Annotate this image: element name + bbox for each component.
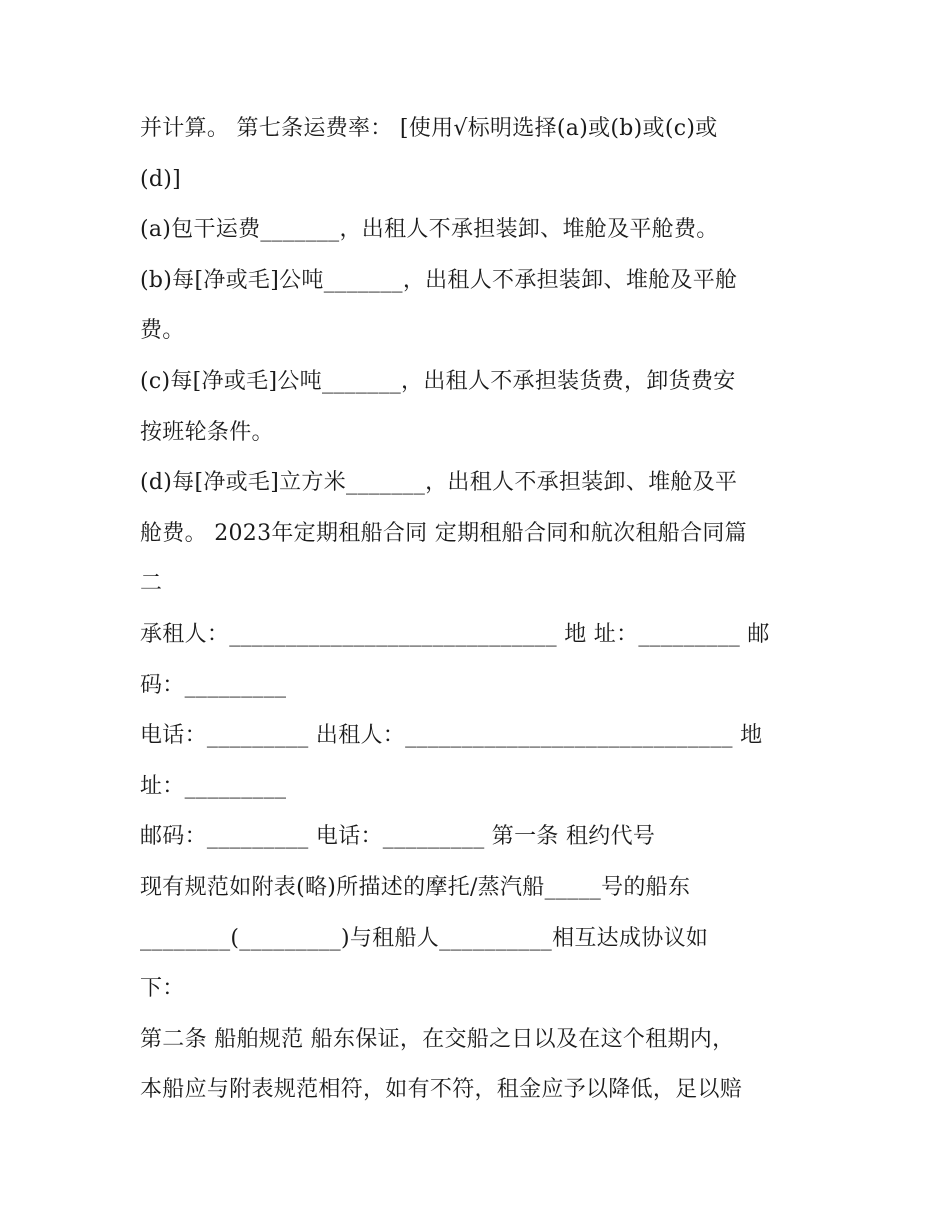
- text-line: (a)包干运费_______，出租人不承担装卸、堆舱及平舱费。: [140, 217, 719, 243]
- text-line: 电话：_________ 出租人：_____________________________ 地: [140, 723, 763, 749]
- text-line: 址：_________: [140, 773, 287, 799]
- contract-text: [140, 104, 830, 1116]
- text-line: ________(_________)与租船人__________相互达成协议如: [140, 925, 709, 951]
- text-line: 舱费。 2023年定期租船合同 定期租船合同和航次租船合同篇: [140, 520, 747, 546]
- text-line: 承租人：_____________________________ 地 址：_________ 邮: [140, 621, 770, 647]
- text-line: (c)每[净或毛]公吨_______，出租人不承担装货费，卸货费安: [140, 368, 736, 394]
- text-line: 按班轮条件。: [140, 419, 274, 445]
- text-line: 费。: [140, 318, 185, 344]
- text-line: 并计算。 第七条运费率： [使用√标明选择(a)或(b)或(c)或: [140, 116, 718, 141]
- text-line: 下：: [140, 976, 185, 1002]
- text-line: 邮码：_________ 电话：_________ 第一条 租约代号: [140, 824, 656, 850]
- text-line: (b)每[净或毛]公吨_______，出租人不承担装卸、堆舱及平舱: [140, 267, 738, 293]
- text-line: 本船应与附表规范相符，如有不符，租金应予以降低，足以赔: [140, 1077, 743, 1103]
- text-line: (d)]: [140, 166, 182, 192]
- text-line: 现有规范如附表(略)所描述的摩托/蒸汽船_____号的船东: [140, 874, 691, 900]
- text-line: 第二条 船舶规范 船东保证，在交船之日以及在这个租期内，: [140, 1026, 735, 1052]
- text-line: (d)每[净或毛]立方米_______，出租人不承担装卸、堆舱及平: [140, 470, 738, 496]
- text-line: 二: [140, 571, 163, 597]
- text-line: 码：_________: [140, 672, 287, 698]
